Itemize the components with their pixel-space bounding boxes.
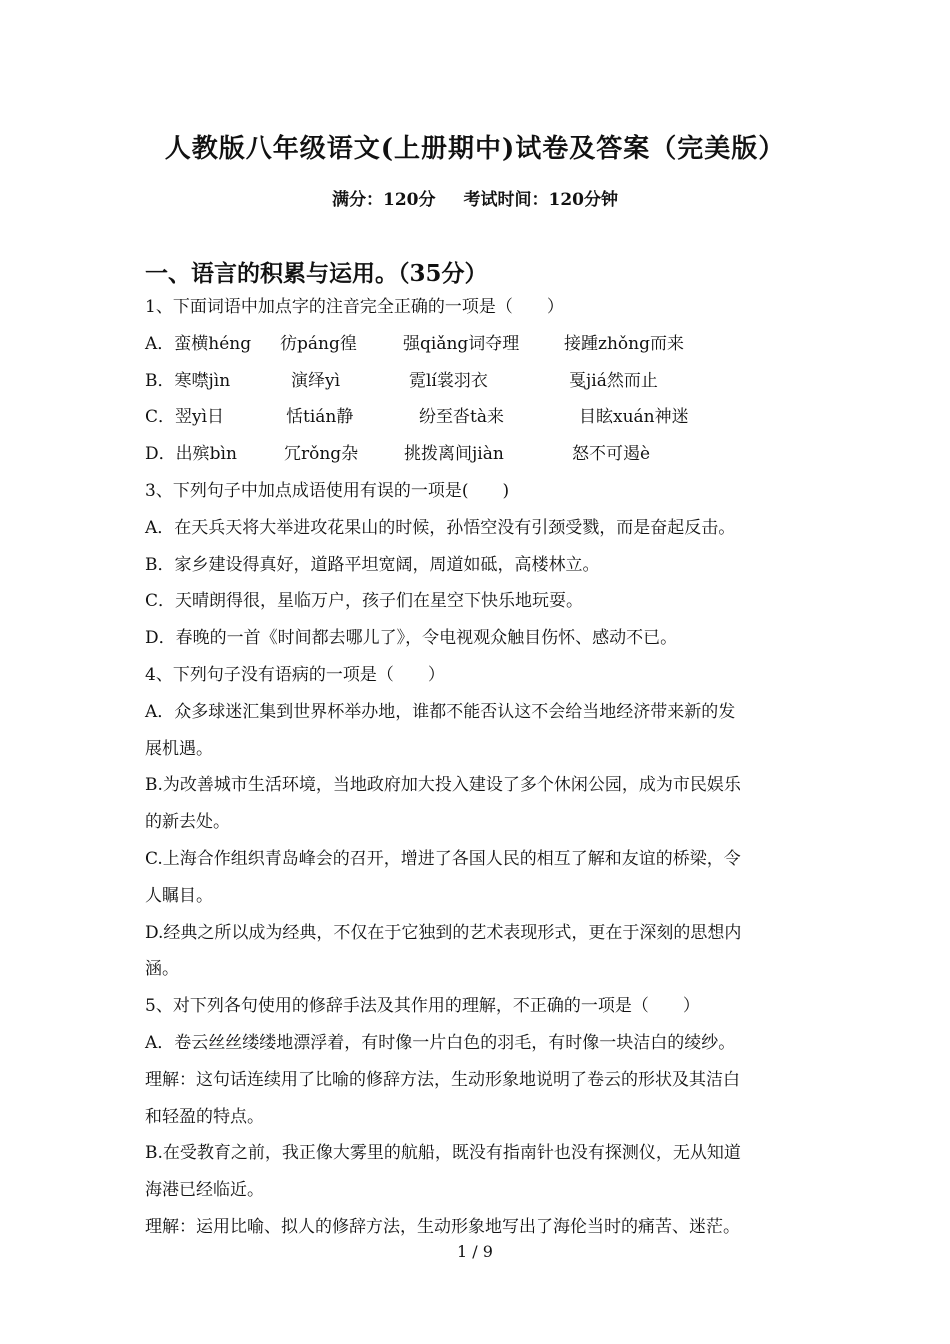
option-cell: C．翌yì日 (145, 407, 225, 428)
question-1-row-d (145, 436, 810, 473)
option-cell: 戛jiá然而止 (569, 370, 658, 391)
option-cell: B．寒噤jìn (145, 370, 231, 391)
question-3-stem: 3、下列句子中加点成语使用有误的一项是( ) (145, 480, 510, 501)
question-3-option-a: A．在天兵天将大举进攻花果山的时候，孙悟空没有引颈受戮，而是奋起反击。 (145, 517, 736, 538)
question-3-option-d: D．春晚的一首《时间都去哪儿了》，令电视观众触目伤怀、感动不已。 (145, 628, 678, 649)
option-cell: 强qiǎng词夺理 (403, 333, 520, 354)
question-5-line: B.在受教育之前，我正像大雾里的航船，既没有指南针也没有探测仪，无从知道 (145, 1143, 741, 1164)
question-body (145, 289, 810, 1246)
question-4-line: 的新去处。 (145, 812, 230, 833)
option-cell: 怒不可遏è (572, 444, 651, 465)
page-number: 1 / 9 (457, 1242, 493, 1261)
option-cell: 目眩xuán神迷 (579, 407, 689, 428)
option-cell: D．出殡bìn (145, 444, 237, 465)
question-4-line: B.为改善城市生活环境，当地政府加大投入建设了多个休闲公园，成为市民娱乐 (145, 775, 741, 796)
option-cell: 冗rǒng杂 (284, 444, 359, 465)
question-5-line: A．卷云丝丝缕缕地漂浮着，有时像一片白色的羽毛，有时像一块洁白的绫纱。 (145, 1032, 736, 1053)
question-5-stem: 5、对下列各句使用的修辞手法及其作用的理解，不正确的一项是（ ） (145, 996, 700, 1017)
question-5-line: 和轻盈的特点。 (145, 1106, 264, 1127)
option-cell: A．蛮横héng (145, 333, 252, 354)
question-4-line: 展机遇。 (145, 738, 213, 759)
question-4-line: C.上海合作组织青岛峰会的召开，增进了各国人民的相互了解和友谊的桥梁，令 (145, 848, 741, 869)
option-cell: 恬tián静 (286, 407, 354, 428)
question-4-line: 涵。 (145, 959, 179, 980)
question-3-option-c: C．天晴朗得很，星临万户，孩子们在星空下快乐地玩耍。 (145, 591, 584, 612)
question-1-stem: 1、下面词语中加点字的注音完全正确的一项是（ ） (145, 297, 564, 317)
question-3-option-b: B．家乡建设得真好，道路平坦宽阔，周道如砥，高楼林立。 (145, 554, 600, 575)
question-5-line: 海港已经临近。 (145, 1180, 264, 1201)
question-1-row-a (145, 326, 810, 363)
question-5-line: 理解：运用比喻、拟人的修辞方法，生动形象地写出了海伦当时的痛苦、迷茫。 (145, 1216, 740, 1237)
option-cell: 彷páng徨 (280, 333, 357, 354)
question-4-line: D.经典之所以成为经典，不仅在于它独到的艺术表现形式，更在于深刻的思想内 (145, 922, 742, 943)
exam-title: 人教版八年级语文(上册期中)试卷及答案（完美版） (164, 134, 786, 164)
option-cell: 接踵zhǒng而来 (564, 333, 684, 354)
question-1-row-b (145, 363, 810, 400)
exam-subtitle (0, 185, 950, 210)
option-cell: 霓lí裳羽衣 (409, 370, 488, 391)
question-4-stem: 4、下列句子没有语病的一项是（ ） (145, 664, 445, 685)
question-5-line: 理解：这句话连续用了比喻的修辞方法，生动形象地说明了卷云的形状及其洁白 (145, 1069, 740, 1090)
full-score: 满分：120分 (332, 190, 436, 210)
option-cell: 演绎yì (291, 370, 341, 391)
option-cell: 挑拨离间jiàn (404, 444, 504, 465)
exam-time: 考试时间：120分钟 (463, 190, 618, 210)
question-4-line: A．众多球迷汇集到世界杯举办地，谁都不能否认这不会给当地经济带来新的发 (145, 701, 736, 722)
question-1-row-c (145, 399, 810, 436)
option-cell: 纷至沓tà来 (419, 407, 504, 428)
section-heading: 一、语言的积累与运用。（35分） (145, 260, 488, 287)
question-4-line: 人瞩目。 (145, 885, 213, 906)
